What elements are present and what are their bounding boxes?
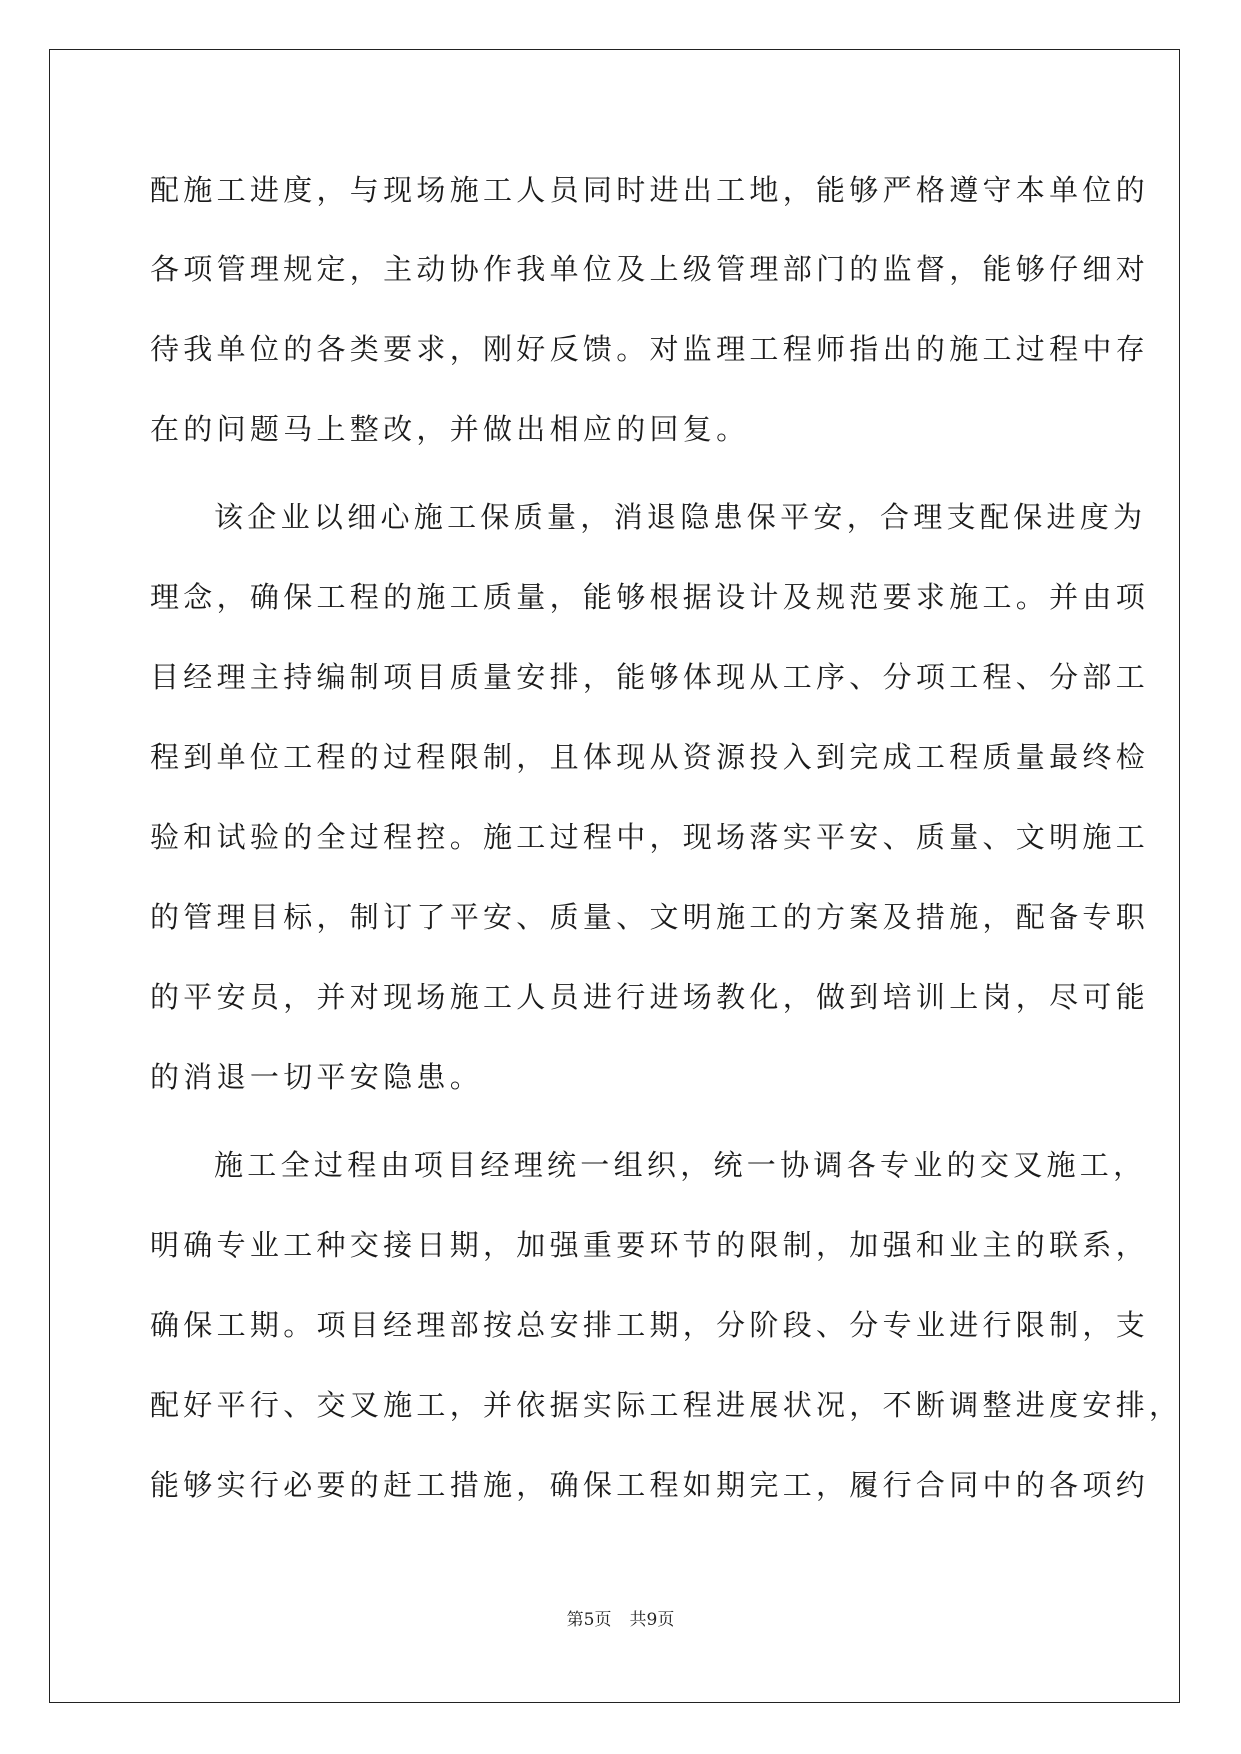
text-line: 理念，确保工程的施工质量，能够根据设计及规范要求施工。并由项 [150, 580, 1150, 614]
text-line: 配施工进度，与现场施工人员同时进出工地，能够严格遵守本单位的 [150, 173, 1150, 207]
paragraph-first-line: 该企业以细心施工保质量，消退隐患保平安，合理支配保进度为 [214, 500, 1147, 534]
total-pages: 共9页 [629, 1610, 675, 1630]
text-line: 能够实行必要的赶工措施，确保工程如期完工，履行合同中的各项约 [150, 1468, 1150, 1502]
paragraph-first-line: 施工全过程由项目经理统一组织，统一协调各专业的交叉施工， [214, 1148, 1147, 1182]
text-line: 目经理主持编制项目质量安排，能够体现从工序、分项工程、分部工 [150, 660, 1150, 694]
text-line: 明确专业工种交接日期，加强重要环节的限制，加强和业主的联系， [150, 1228, 1150, 1262]
text-line: 配好平行、交叉施工，并依据实际工程进展状况，不断调整进度安排， [150, 1388, 1183, 1422]
text-line: 的消退一切平安隐患。 [150, 1060, 484, 1094]
text-line: 待我单位的各类要求，刚好反馈。对监理工程师指出的施工过程中存 [150, 332, 1150, 366]
text-line: 确保工期。项目经理部按总安排工期，分阶段、分专业进行限制，支 [150, 1308, 1150, 1342]
text-line: 的管理目标，制订了平安、质量、文明施工的方案及措施，配备专职 [150, 900, 1150, 934]
page-border [49, 49, 1183, 1703]
page-footer [0, 1608, 1241, 1632]
text-line: 各项管理规定，主动协作我单位及上级管理部门的监督，能够仔细对 [150, 252, 1150, 286]
text-line: 程到单位工程的过程限制，且体现从资源投入到完成工程质量最终检 [150, 740, 1150, 774]
text-line: 验和试验的全过程控。施工过程中，现场落实平安、质量、文明施工 [150, 820, 1150, 854]
text-line: 在的问题马上整改，并做出相应的回复。 [150, 412, 750, 446]
current-page-number: 第5页 [566, 1610, 612, 1630]
text-line: 的平安员，并对现场施工人员进行进场教化，做到培训上岗，尽可能 [150, 980, 1150, 1014]
